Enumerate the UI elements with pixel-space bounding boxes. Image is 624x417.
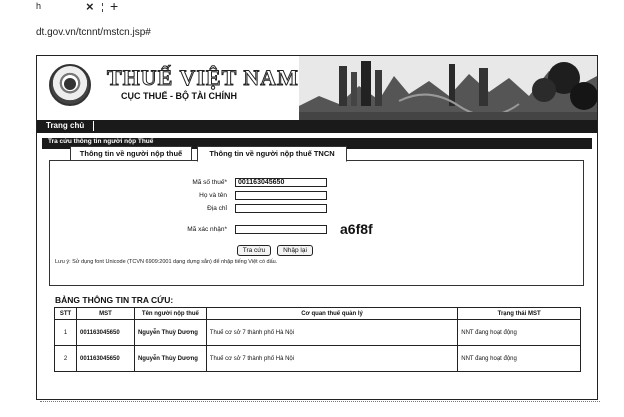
reset-button[interactable]: Nhập lại <box>277 245 313 256</box>
column-header: Cơ quan thuế quản lý <box>206 308 457 320</box>
cell-taxpayer-name: Nguyễn Thuỳ Dương <box>134 320 206 346</box>
cell-tax-office: Thuế cơ sở 7 thành phố Hà Nội <box>206 346 457 372</box>
results-table <box>54 307 581 372</box>
table-header-row <box>55 308 581 320</box>
tab-divider <box>102 3 103 12</box>
site-name: THUẾ VIỆT NAM <box>107 65 299 90</box>
address-input[interactable] <box>235 204 327 213</box>
cell-stt: 1 <box>55 320 77 346</box>
mst-label: Mã số thuế* <box>192 179 227 186</box>
cell-taxpayer-name: Nguyễn Thùy Dương <box>134 346 206 372</box>
cell-mst: 001163045650 <box>76 346 134 372</box>
cell-stt: 2 <box>55 346 77 372</box>
new-tab-icon[interactable]: + <box>110 0 119 14</box>
column-header: Trạng thái MST <box>458 308 581 320</box>
tab-personal-income-taxpayer[interactable]: Thông tin về người nộp thuế TNCN <box>197 146 347 162</box>
nav-divider <box>93 121 94 131</box>
cell-mst-status: NNT đang hoạt động <box>458 346 581 372</box>
main-nav <box>37 120 597 133</box>
captcha-input[interactable] <box>235 225 327 234</box>
page-frame <box>36 55 598 400</box>
column-header: MST <box>76 308 134 320</box>
browser-tabstrip <box>0 0 624 16</box>
name-label: Họ và tên <box>199 192 227 199</box>
results-title: BẢNG THÔNG TIN TRA CỨU: <box>55 295 174 305</box>
lookup-form <box>49 149 584 286</box>
column-header: STT <box>55 308 77 320</box>
unicode-note: Lưu ý: Sử dụng font Unicode (TCVN 6909:2001 dạng dựng sẵn) để nhập tiếng Việt có dấu. <box>55 259 278 265</box>
nav-home-link[interactable]: Trang chủ <box>46 121 85 130</box>
search-button[interactable]: Tra cứu <box>237 245 271 256</box>
tax-emblem-logo <box>49 64 91 106</box>
mst-input[interactable]: 001163045650 <box>235 178 327 187</box>
tab-close-icon[interactable]: × <box>86 0 94 14</box>
banner-cityscape-image <box>299 56 597 120</box>
browser-tab-title[interactable]: h <box>36 1 42 11</box>
table-row <box>55 320 581 346</box>
cell-mst-status: NNT đang hoạt động <box>458 320 581 346</box>
name-input[interactable] <box>235 191 327 200</box>
page-bottom-edge <box>40 401 600 404</box>
address-bar[interactable]: dt.gov.vn/tcnnt/mstcn.jsp# <box>36 27 151 38</box>
cell-tax-office: Thuế cơ sở 7 thành phố Hà Nội <box>206 320 457 346</box>
tab-taxpayer-info[interactable]: Thông tin về người nộp thuế <box>70 146 192 161</box>
address-label: Địa chỉ <box>207 205 227 212</box>
cell-mst: 001163045650 <box>76 320 134 346</box>
captcha-image: a6f8f <box>340 221 373 237</box>
table-row <box>55 346 581 372</box>
captcha-label: Mã xác nhận* <box>187 226 227 233</box>
site-banner <box>37 56 597 120</box>
column-header: Tên người nộp thuế <box>134 308 206 320</box>
site-subtitle: CỤC THUẾ - BỘ TÀI CHÍNH <box>121 91 237 101</box>
section-title: Tra cứu thông tin người nộp Thuế <box>48 138 154 145</box>
